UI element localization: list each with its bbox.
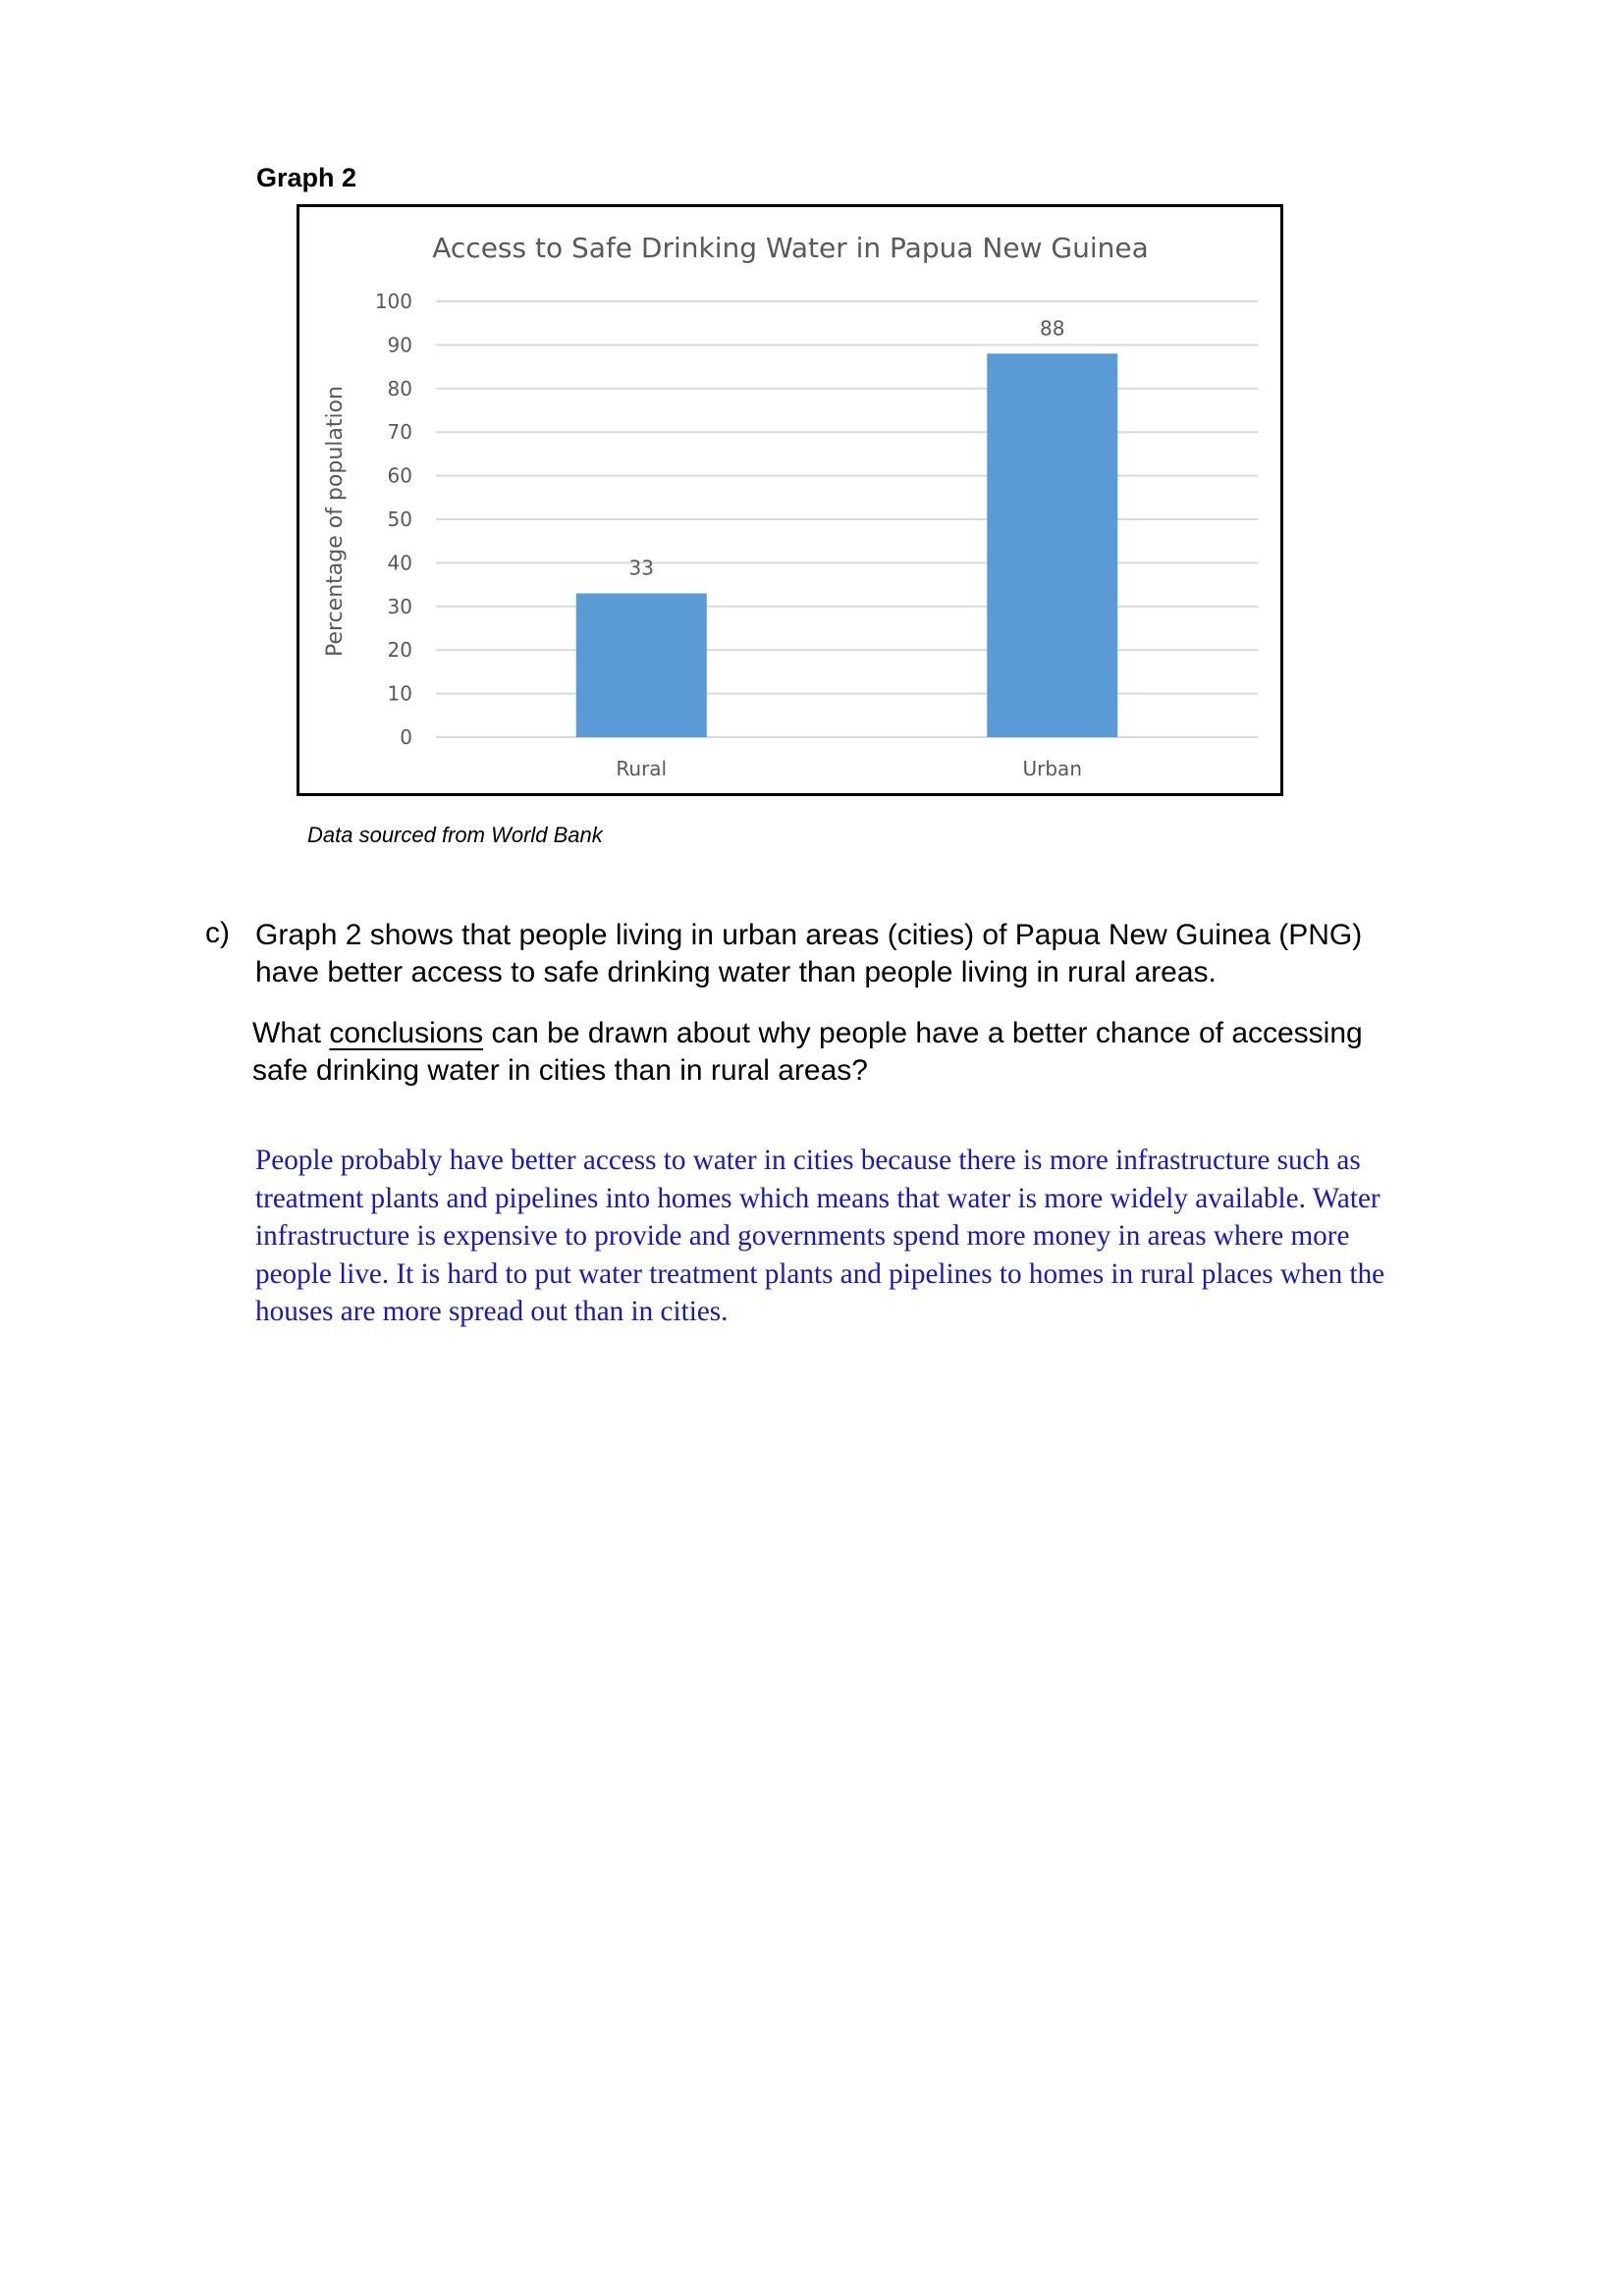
y-axis-ticks: [375, 290, 412, 749]
x-tick-label-rural: Rural: [616, 757, 668, 780]
data-label-urban: 88: [1040, 316, 1065, 341]
y-tick-label-50: 50: [387, 507, 412, 531]
y-tick-label-0: 0: [400, 725, 412, 749]
y-tick-label-100: 100: [374, 290, 412, 313]
y-tick-label-20: 20: [387, 638, 412, 663]
x-axis-ticks: [616, 757, 1082, 780]
bar-rural: [576, 593, 707, 737]
y-axis-label: Percentage of population: [323, 385, 348, 658]
question-statement: Graph 2 shows that people living in urban areas (cities) of Papua New Guinea (PNG) have better access to safe drinking water than people living in rural areas.: [255, 919, 1363, 988]
source-note: Data sourced from World Bank: [307, 823, 603, 847]
y-tick-label-30: 30: [387, 594, 412, 618]
question-prompt: [252, 1015, 1421, 1090]
y-tick-label-80: 80: [387, 376, 412, 400]
y-tick-label-90: 90: [387, 333, 412, 357]
prompt-text-after: can be drawn about why people have a better chance of accessing safe drinking water in cities than in rural areas?: [252, 1017, 1363, 1087]
y-tick-label-70: 70: [387, 420, 412, 445]
bar-urban: [987, 353, 1117, 737]
y-tick-label-60: 60: [387, 463, 412, 488]
question-marker: c): [205, 917, 230, 949]
y-tick-label-10: 10: [387, 681, 412, 706]
bar-chart: [299, 207, 1280, 793]
handwritten-style-answer: People probably have better access to water in cities because there is more infrastructure such as treatment plants and pipelines into homes which means that water is more widely available. Water infrastructure is expensive to provide and governments spend more money in areas where more people live. It is hard to put water treatment plants and pipelines to homes in rural places when the houses are more spread out than in cities.: [255, 1145, 1385, 1327]
prompt-text-before: What: [252, 1017, 330, 1049]
chart-title: Access to Safe Drinking Water in Papua New Guinea: [432, 232, 1149, 264]
gridlines: [436, 301, 1258, 737]
y-tick-label-40: 40: [387, 551, 412, 575]
graph-heading: Graph 2: [256, 163, 357, 192]
x-tick-label-urban: Urban: [1022, 757, 1082, 780]
data-label-rural: 33: [628, 556, 654, 580]
prompt-underlined-word: conclusions: [329, 1017, 484, 1049]
bars: [576, 353, 1118, 737]
chart-frame: [297, 204, 1283, 796]
